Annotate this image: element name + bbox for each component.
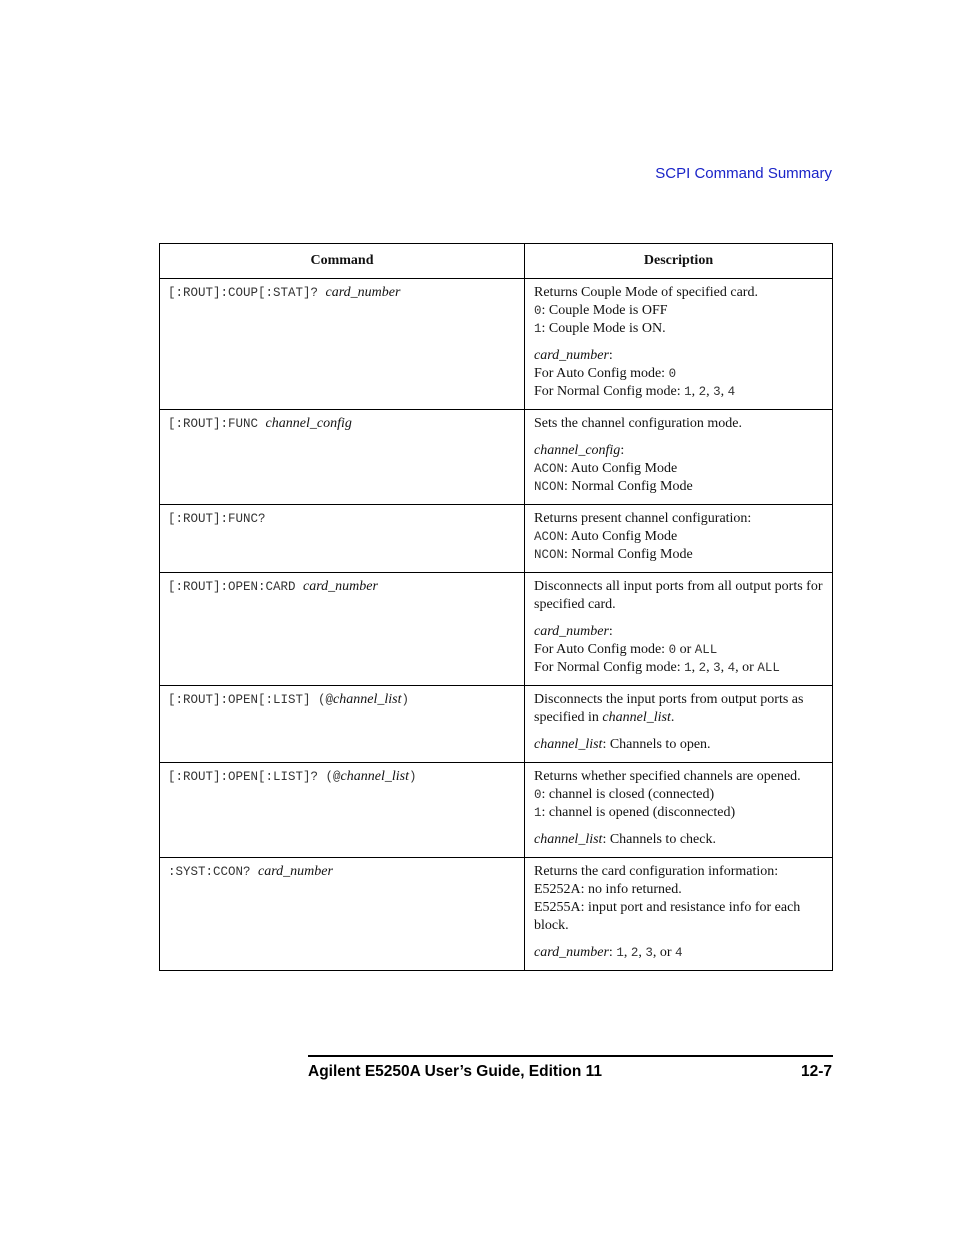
description-text: Returns Couple Mode of specified card. [534,285,758,300]
value-code: 1 [534,322,542,336]
value-code: 3 [713,385,721,399]
description-text: : Auto Config Mode [564,461,678,476]
value-code: 4 [727,385,736,399]
command-syntax: [:ROUT]:OPEN:CARD [168,580,304,594]
footer-page-number: 12-7 [800,1063,832,1080]
value-code: NCON [534,480,565,494]
value-code: NCON [534,548,565,562]
value-code: 3 [713,661,721,675]
description-text: Returns the card configuration information: [534,864,779,879]
value-code: ALL [757,661,780,675]
value-code: 2 [630,946,639,960]
punctuation: : [608,348,613,363]
description-text: For Normal Config mode: [534,384,685,399]
punctuation: : [608,624,613,639]
parameter-name: card_number [534,945,609,960]
punctuation: : [608,945,617,960]
command-syntax-suffix: ) [408,770,417,784]
command-cell [160,858,525,971]
table-row [160,858,833,971]
description-text: : Couple Mode is ON. [541,321,666,336]
value-code: 2 [698,661,707,675]
command-syntax-suffix: ) [401,693,409,707]
command-parameter: channel_config [265,416,352,431]
description-text: Disconnects all input ports from all output ports for specified card. [534,579,823,612]
value-code: 1 [534,806,542,820]
parameter-name: card_number [534,348,609,363]
command-cell [160,573,525,686]
table-row [160,279,833,410]
punctuation: , [706,660,714,675]
description-cell [525,279,833,410]
command-syntax: [:ROUT]:FUNC [168,417,266,431]
command-cell [160,279,525,410]
command-parameter: channel_list [340,769,409,784]
description-text: : Couple Mode is OFF [541,303,668,318]
table-row [160,410,833,505]
description-text: : channel is closed (connected) [541,787,715,802]
parameter-name: channel_list [602,710,671,725]
column-header-description: Description [525,244,833,279]
description-text: For Normal Config mode: [534,660,685,675]
value-code: ALL [694,643,718,657]
table-row [160,573,833,686]
punctuation: : [620,443,625,458]
command-syntax: [:ROUT]:FUNC? [168,512,266,526]
table-row [160,763,833,858]
footer-divider [308,1055,833,1057]
punctuation: , [720,660,728,675]
description-text: For Auto Config mode: [534,366,669,381]
command-parameter: card_number [303,579,378,594]
description-text: : Auto Config Mode [564,529,678,544]
command-table [159,243,833,971]
description-cell [525,410,833,505]
value-code: 0 [534,788,542,802]
punctuation: , [720,384,728,399]
punctuation: , [691,660,699,675]
value-code: ACON [534,462,565,476]
value-code: 1 [616,946,624,960]
parameter-name: card_number [534,624,609,639]
description-text: : channel is opened (disconnected) [541,805,736,820]
description-text: : Normal Config Mode [564,547,693,562]
value-code: 4 [727,661,736,675]
description-text: Returns whether specified channels are opened. [534,769,801,784]
command-syntax: [:ROUT]:OPEN[:LIST] (@ [168,693,334,707]
description-text: E5255A: input port and resistance info for each block. [534,900,801,933]
parameter-name: channel_list [534,737,603,752]
description-text: For Auto Config mode: [534,642,669,657]
description-text: Sets the channel configuration mode. [534,416,742,431]
value-code: ACON [534,530,565,544]
value-code: 1 [684,385,692,399]
command-cell [160,410,525,505]
command-cell [160,686,525,763]
command-parameter: channel_list [333,692,402,707]
punctuation: , [623,945,631,960]
parameter-name: channel_config [534,443,621,458]
punctuation: , [706,384,714,399]
command-syntax: [:ROUT]:COUP[:STAT]? [168,286,326,300]
footer-guide-title: Agilent E5250A User’s Guide, Edition 11 [308,1063,603,1080]
description-text: Returns present channel configuration: [534,511,752,526]
value-code: 0 [668,367,677,381]
value-code: 3 [645,946,653,960]
description-text: E5252A: no info returned. [534,882,682,897]
value-code: 0 [668,643,677,657]
description-text: : Channels to check. [602,832,716,847]
parameter-name: channel_list [534,832,603,847]
description-cell [525,505,833,573]
punctuation: , [638,945,646,960]
punctuation: or [676,642,695,657]
punctuation: . [670,710,675,725]
value-code: 0 [534,304,542,318]
table-row [160,505,833,573]
punctuation: , or [735,660,758,675]
column-header-command: Command [160,244,525,279]
command-parameter: card_number [258,864,333,879]
command-syntax: [:ROUT]:OPEN[:LIST]? (@ [168,770,341,784]
value-code: 4 [675,946,683,960]
punctuation: , or [652,945,676,960]
command-parameter: card_number [325,285,401,300]
command-cell [160,505,525,573]
value-code: 2 [698,385,707,399]
punctuation: , [691,384,699,399]
description-cell [525,686,833,763]
value-code: 1 [684,661,692,675]
description-cell [525,573,833,686]
description-text: : Channels to open. [602,737,711,752]
description-cell [525,763,833,858]
description-text: Disconnects the input ports from output ports as specified in [534,692,804,725]
description-cell [525,858,833,971]
command-syntax: :SYST:CCON? [168,865,259,879]
description-text: : Normal Config Mode [564,479,693,494]
command-cell [160,763,525,858]
section-title: SCPI Command Summary [655,165,832,182]
table-header-row [160,244,833,279]
table-row [160,686,833,763]
